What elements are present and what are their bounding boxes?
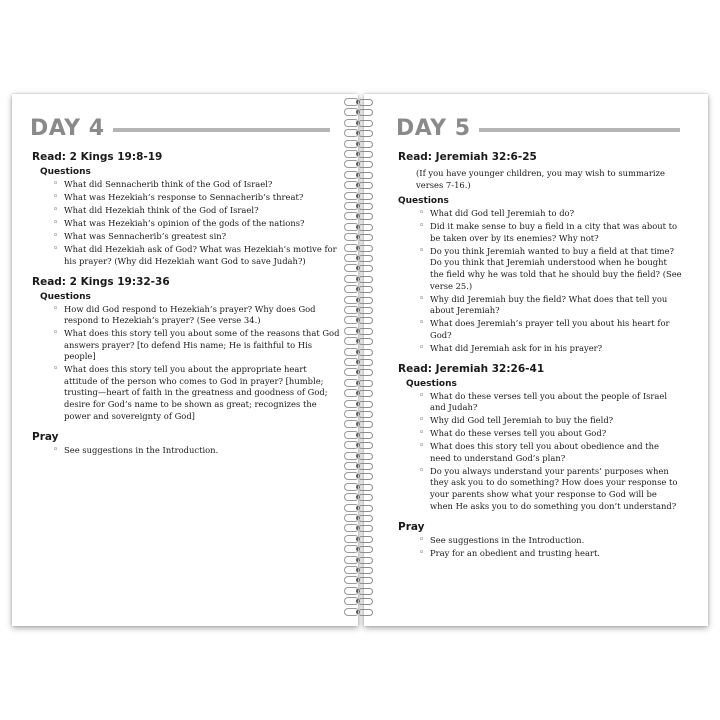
pray-heading: Pray bbox=[32, 431, 59, 444]
pray-list bbox=[398, 535, 682, 560]
list-item: ◦ What does this story tell you about some of the reasons that God answers prayer? [to defend His name; He is faithful to His people] bbox=[64, 328, 340, 363]
read-heading: Read: Jeremiah 32:6-25 bbox=[398, 151, 537, 163]
spiral-coil bbox=[340, 379, 380, 387]
day-header bbox=[30, 116, 330, 142]
spiral-coil bbox=[340, 316, 380, 324]
spiral-coil bbox=[340, 576, 380, 584]
spiral-coil bbox=[340, 275, 380, 283]
spiral-coil bbox=[340, 441, 380, 449]
question-list bbox=[32, 179, 340, 267]
spiral-coil bbox=[340, 98, 380, 106]
list-item: ◦ What was Sennacherib’s greatest sin? bbox=[64, 231, 340, 243]
spiral-coil bbox=[340, 181, 380, 189]
spiral-coil bbox=[340, 233, 380, 241]
list-item: ◦ Why did God tell Jeremiah to buy the field? bbox=[430, 415, 682, 427]
spiral-coil bbox=[340, 358, 380, 366]
list-item: ◦ What does Jeremiah’s prayer tell you about his heart for God? bbox=[430, 318, 682, 341]
list-item: ◦ What did God tell Jeremiah to do? bbox=[430, 208, 682, 220]
list-item: ◦ Do you always understand your parents’ purposes when they ask you to do something? How does your response to your parents show what your response to God will be when He asks you to do something you don’t understand? bbox=[430, 466, 682, 512]
list-item: ◦ What do these verses tell you about the people of Israel and Judah? bbox=[430, 391, 682, 414]
spiral-coil bbox=[340, 420, 380, 428]
read-heading: Read: Jeremiah 32:26-41 bbox=[398, 362, 545, 375]
list-item: ◦ How did God respond to Hezekiah’s prayer? Why does God respond to Hezekiah’s prayer? (See verse 34.) bbox=[64, 304, 340, 327]
pray-list bbox=[32, 445, 340, 457]
spiral-coil bbox=[340, 608, 380, 616]
questions-label: Questions bbox=[406, 378, 457, 389]
spiral-coil bbox=[340, 368, 380, 376]
spiral-coil bbox=[340, 202, 380, 210]
list-item: ◦ What did Hezekiah think of the God of Israel? bbox=[64, 205, 340, 217]
page-content bbox=[32, 150, 340, 458]
list-item: ◦ What did Sennacherib think of the God of Israel? bbox=[64, 179, 340, 191]
divider bbox=[113, 128, 330, 132]
list-item: ◦ What does this story tell you about obedience and the need to understand God’s plan? bbox=[430, 441, 682, 464]
question-list bbox=[398, 391, 682, 513]
spiral-coil bbox=[340, 566, 380, 574]
list-item: ◦ See suggestions in the Introduction. bbox=[430, 535, 682, 547]
spiral-coil bbox=[340, 140, 380, 148]
spiral-coil bbox=[340, 348, 380, 356]
spiral-coil bbox=[340, 212, 380, 220]
list-item: ◦ What did Jeremiah ask for in his prayer? bbox=[430, 343, 682, 355]
divider bbox=[479, 128, 680, 132]
spiral-coil bbox=[340, 597, 380, 605]
spiral-coil bbox=[340, 410, 380, 418]
questions-label: Questions bbox=[398, 196, 449, 207]
day-title: DAY 4 bbox=[30, 116, 105, 141]
read-heading: Read: 2 Kings 19:8-19 bbox=[32, 151, 163, 163]
list-item: ◦ Do you think Jeremiah wanted to buy a field at that time? Do you think that Jeremiah understood when he bought the field why he was told that he should buy the field? (See verse 25.) bbox=[430, 246, 682, 292]
question-list bbox=[398, 208, 682, 354]
spiral-coil bbox=[340, 150, 380, 158]
spiral-coil bbox=[340, 337, 380, 345]
note-text: (If you have younger children, you may wish to summarize verses 7-16.) bbox=[416, 168, 665, 190]
list-item: ◦ Pray for an obedient and trusting heart. bbox=[430, 548, 682, 560]
spiral-coil bbox=[340, 296, 380, 304]
spiral-coil bbox=[340, 389, 380, 397]
spiral-coil bbox=[340, 192, 380, 200]
spiral-coil bbox=[340, 306, 380, 314]
question-list bbox=[32, 304, 340, 423]
list-item: ◦ What did Hezekiah ask of God? What was Hezekiah’s motive for his prayer? (Why did Hezekiah want God to save Judah?) bbox=[64, 244, 340, 267]
list-item: ◦ See suggestions in the Introduction. bbox=[64, 445, 340, 457]
spiral-coil bbox=[340, 431, 380, 439]
spiral-coil bbox=[340, 462, 380, 470]
spiral-binding bbox=[340, 98, 380, 618]
spiral-coil bbox=[340, 223, 380, 231]
list-item: ◦ What was Hezekiah’s opinion of the gods of the nations? bbox=[64, 218, 340, 230]
spiral-coil bbox=[340, 514, 380, 522]
questions-label: Questions bbox=[40, 291, 91, 302]
spiral-coil bbox=[340, 400, 380, 408]
list-item: ◦ Did it make sense to buy a field in a city that was about to be taken over by its enemies? Why not? bbox=[430, 221, 682, 244]
spiral-coil bbox=[340, 254, 380, 262]
list-item: ◦ What was Hezekiah’s response to Sennacherib’s threat? bbox=[64, 192, 340, 204]
spiral-coil bbox=[340, 129, 380, 137]
spiral-coil bbox=[340, 108, 380, 116]
spiral-coil bbox=[340, 285, 380, 293]
read-heading: Read: 2 Kings 19:32-36 bbox=[32, 275, 170, 288]
spiral-coil bbox=[340, 472, 380, 480]
day-header bbox=[396, 116, 680, 142]
spiral-coil bbox=[340, 119, 380, 127]
spiral-coil bbox=[340, 244, 380, 252]
spiral-coil bbox=[340, 556, 380, 564]
list-item: ◦ What does this story tell you about the appropriate heart attitude of the person who comes to God in prayer? [humble; trusting—heart of faith in the greatness and goodness of God; desire for God’s name to be shown as great; recognizes the power and sovereignty of God] bbox=[64, 364, 340, 422]
questions-label: Questions bbox=[40, 167, 91, 177]
spiral-coil bbox=[340, 535, 380, 543]
spiral-coil bbox=[340, 545, 380, 553]
spiral-coil bbox=[340, 524, 380, 532]
spiral-coil bbox=[340, 452, 380, 460]
list-item: ◦ Why did Jeremiah buy the field? What does that tell you about Jeremiah? bbox=[430, 294, 682, 317]
spiral-coil bbox=[340, 587, 380, 595]
spiral-coil bbox=[340, 160, 380, 168]
spiral-coil bbox=[340, 171, 380, 179]
spiral-coil bbox=[340, 264, 380, 272]
day-title: DAY 5 bbox=[396, 116, 471, 141]
spiral-coil bbox=[340, 327, 380, 335]
right-page bbox=[364, 94, 708, 626]
spiral-coil bbox=[340, 483, 380, 491]
spiral-coil bbox=[340, 493, 380, 501]
spiral-coil bbox=[340, 504, 380, 512]
list-item: ◦ What do these verses tell you about God? bbox=[430, 428, 682, 440]
pray-heading: Pray bbox=[398, 521, 425, 534]
page-content bbox=[398, 150, 682, 561]
left-page bbox=[12, 94, 358, 626]
